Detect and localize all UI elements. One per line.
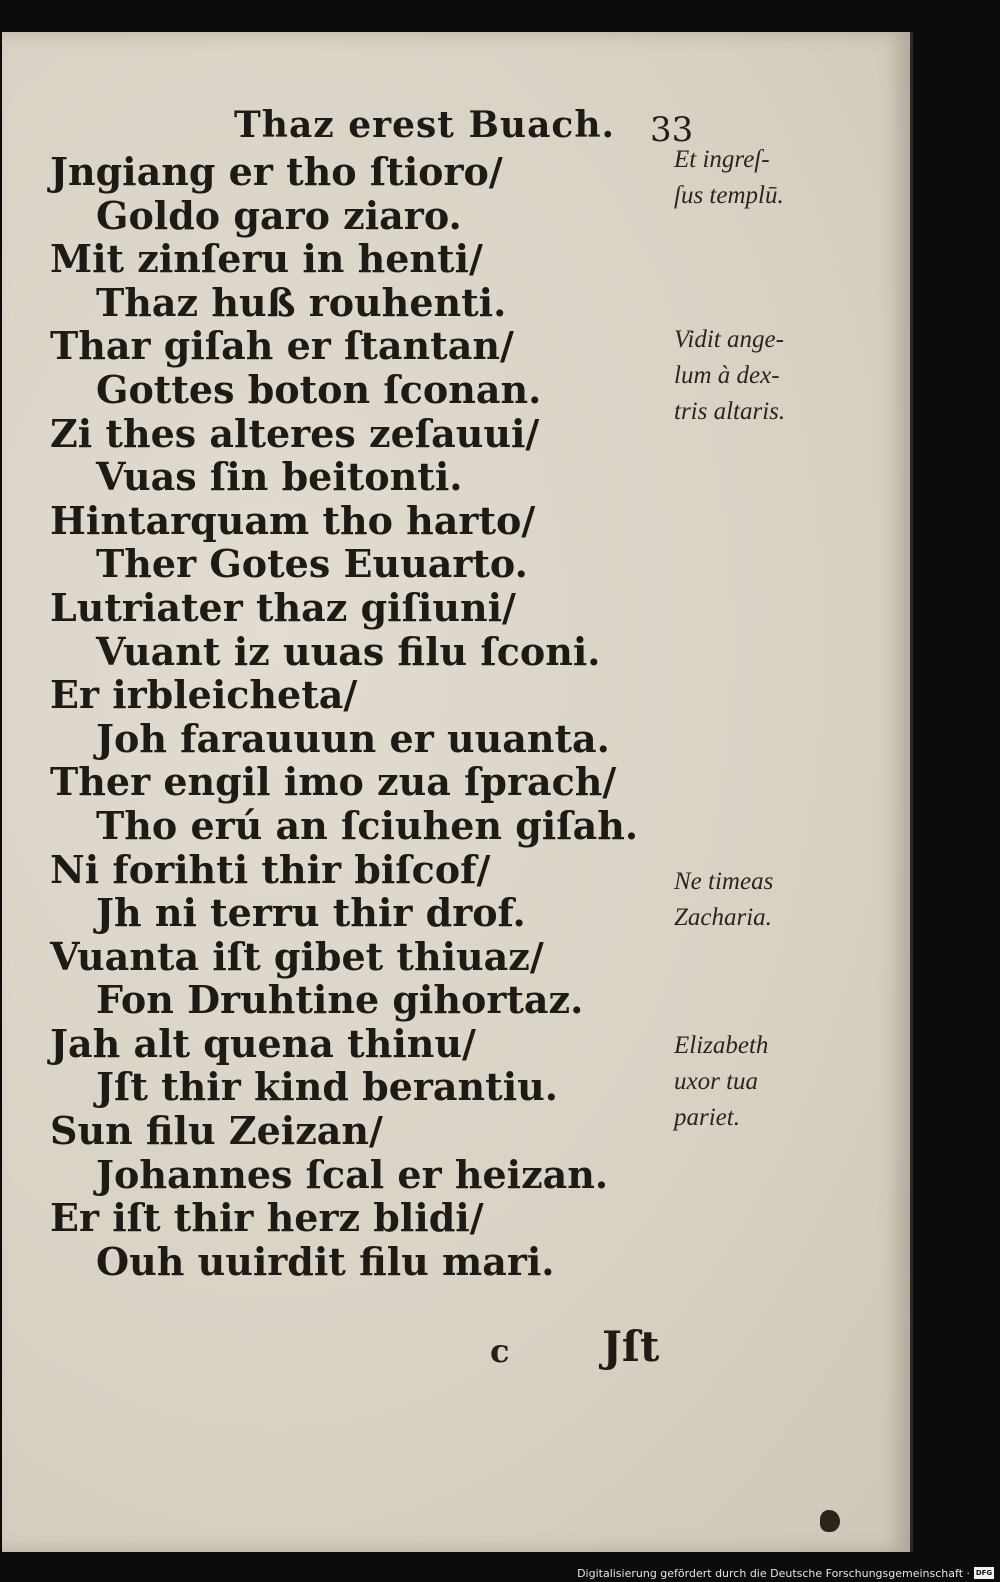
verse-line: Tho erú an ſciuhen giſah.	[96, 802, 639, 848]
gloss-line: Zacharia.	[674, 904, 772, 931]
verse-line: Jngiang er tho ſtioro/	[50, 149, 503, 194]
verse-line: Jſt thir kind berantiu.	[96, 1064, 559, 1110]
ink-stain	[820, 1510, 840, 1532]
verse-line: Ther engil imo zua ſprach/	[50, 759, 617, 805]
gloss-line: Ne timeas	[674, 868, 774, 895]
verse-line: Ther Gotes Euuarto.	[96, 541, 528, 587]
verse-line: Vuant iz uuas filu ſconi.	[96, 628, 601, 674]
verse-line: Hintarquam tho harto/	[50, 497, 536, 543]
digitization-credit: Digitalisierung gefördert durch die Deutsche Forschungsgemeinschaft ·	[577, 1567, 970, 1580]
marginal-gloss	[674, 1028, 844, 1136]
verse-line: Mit zinſeru in henti/	[50, 236, 483, 282]
verse-line: Ni forihti thir biſcof/	[50, 846, 491, 892]
verse-line: Er iſt thir herz blidi/	[50, 1195, 484, 1241]
verse-line: Zi thes alteres zeſauui/	[50, 410, 540, 456]
verse-line: Sun filu Zeizan/	[50, 1108, 383, 1154]
gloss-line: pariet.	[674, 1104, 740, 1131]
gloss-line: Elizabeth	[674, 1032, 769, 1059]
dfg-logo-icon: DFG	[975, 1569, 993, 1577]
gloss-line: Et ingreſ-	[674, 146, 770, 173]
marginal-gloss	[674, 322, 844, 430]
gloss-line: tris altaris.	[674, 398, 786, 425]
verse-line: Thar giſah er ſtantan/	[50, 323, 514, 369]
signature-mark: c	[490, 1332, 510, 1370]
verse-line: Jh ni terru thir drof.	[96, 890, 526, 936]
verse-line: Fon Druhtine gihortaz.	[96, 977, 584, 1023]
verse-line: Vuas ſin beitonti.	[96, 454, 463, 500]
verse-line: Ouh uuirdit filu mari.	[96, 1238, 555, 1284]
verse-line: Johannes ſcal er heizan.	[96, 1151, 609, 1197]
gloss-line: lum à dex-	[674, 362, 780, 389]
verse-line: Thaz huß rouhenti.	[96, 279, 507, 325]
book-page	[2, 32, 913, 1552]
gloss-line: uxor tua	[674, 1068, 759, 1095]
verse-line: Jah alt quena thinu/	[50, 1020, 476, 1066]
verse-line: Er irbleicheta/	[50, 672, 358, 718]
marginal-gloss	[674, 864, 844, 936]
marginal-gloss	[674, 142, 844, 214]
page-number: 33	[650, 110, 694, 150]
verse-line: Lutriater thaz giſiuni/	[50, 584, 516, 630]
verse-line: Gottes boton ſconan.	[96, 366, 542, 412]
verse-line: Joh farauuun er uuanta.	[96, 715, 610, 761]
verse-line: Goldo garo ziaro.	[96, 192, 462, 238]
verse-text	[2, 150, 642, 1283]
gloss-line: ſus templū.	[674, 182, 784, 209]
verse-line: Vuanta iſt gibet thiuaz/	[50, 933, 544, 979]
gloss-line: Vidit ange-	[674, 326, 784, 353]
catchword: Jſt	[602, 1322, 660, 1371]
running-head: Thaz erest Buach.	[234, 104, 616, 146]
